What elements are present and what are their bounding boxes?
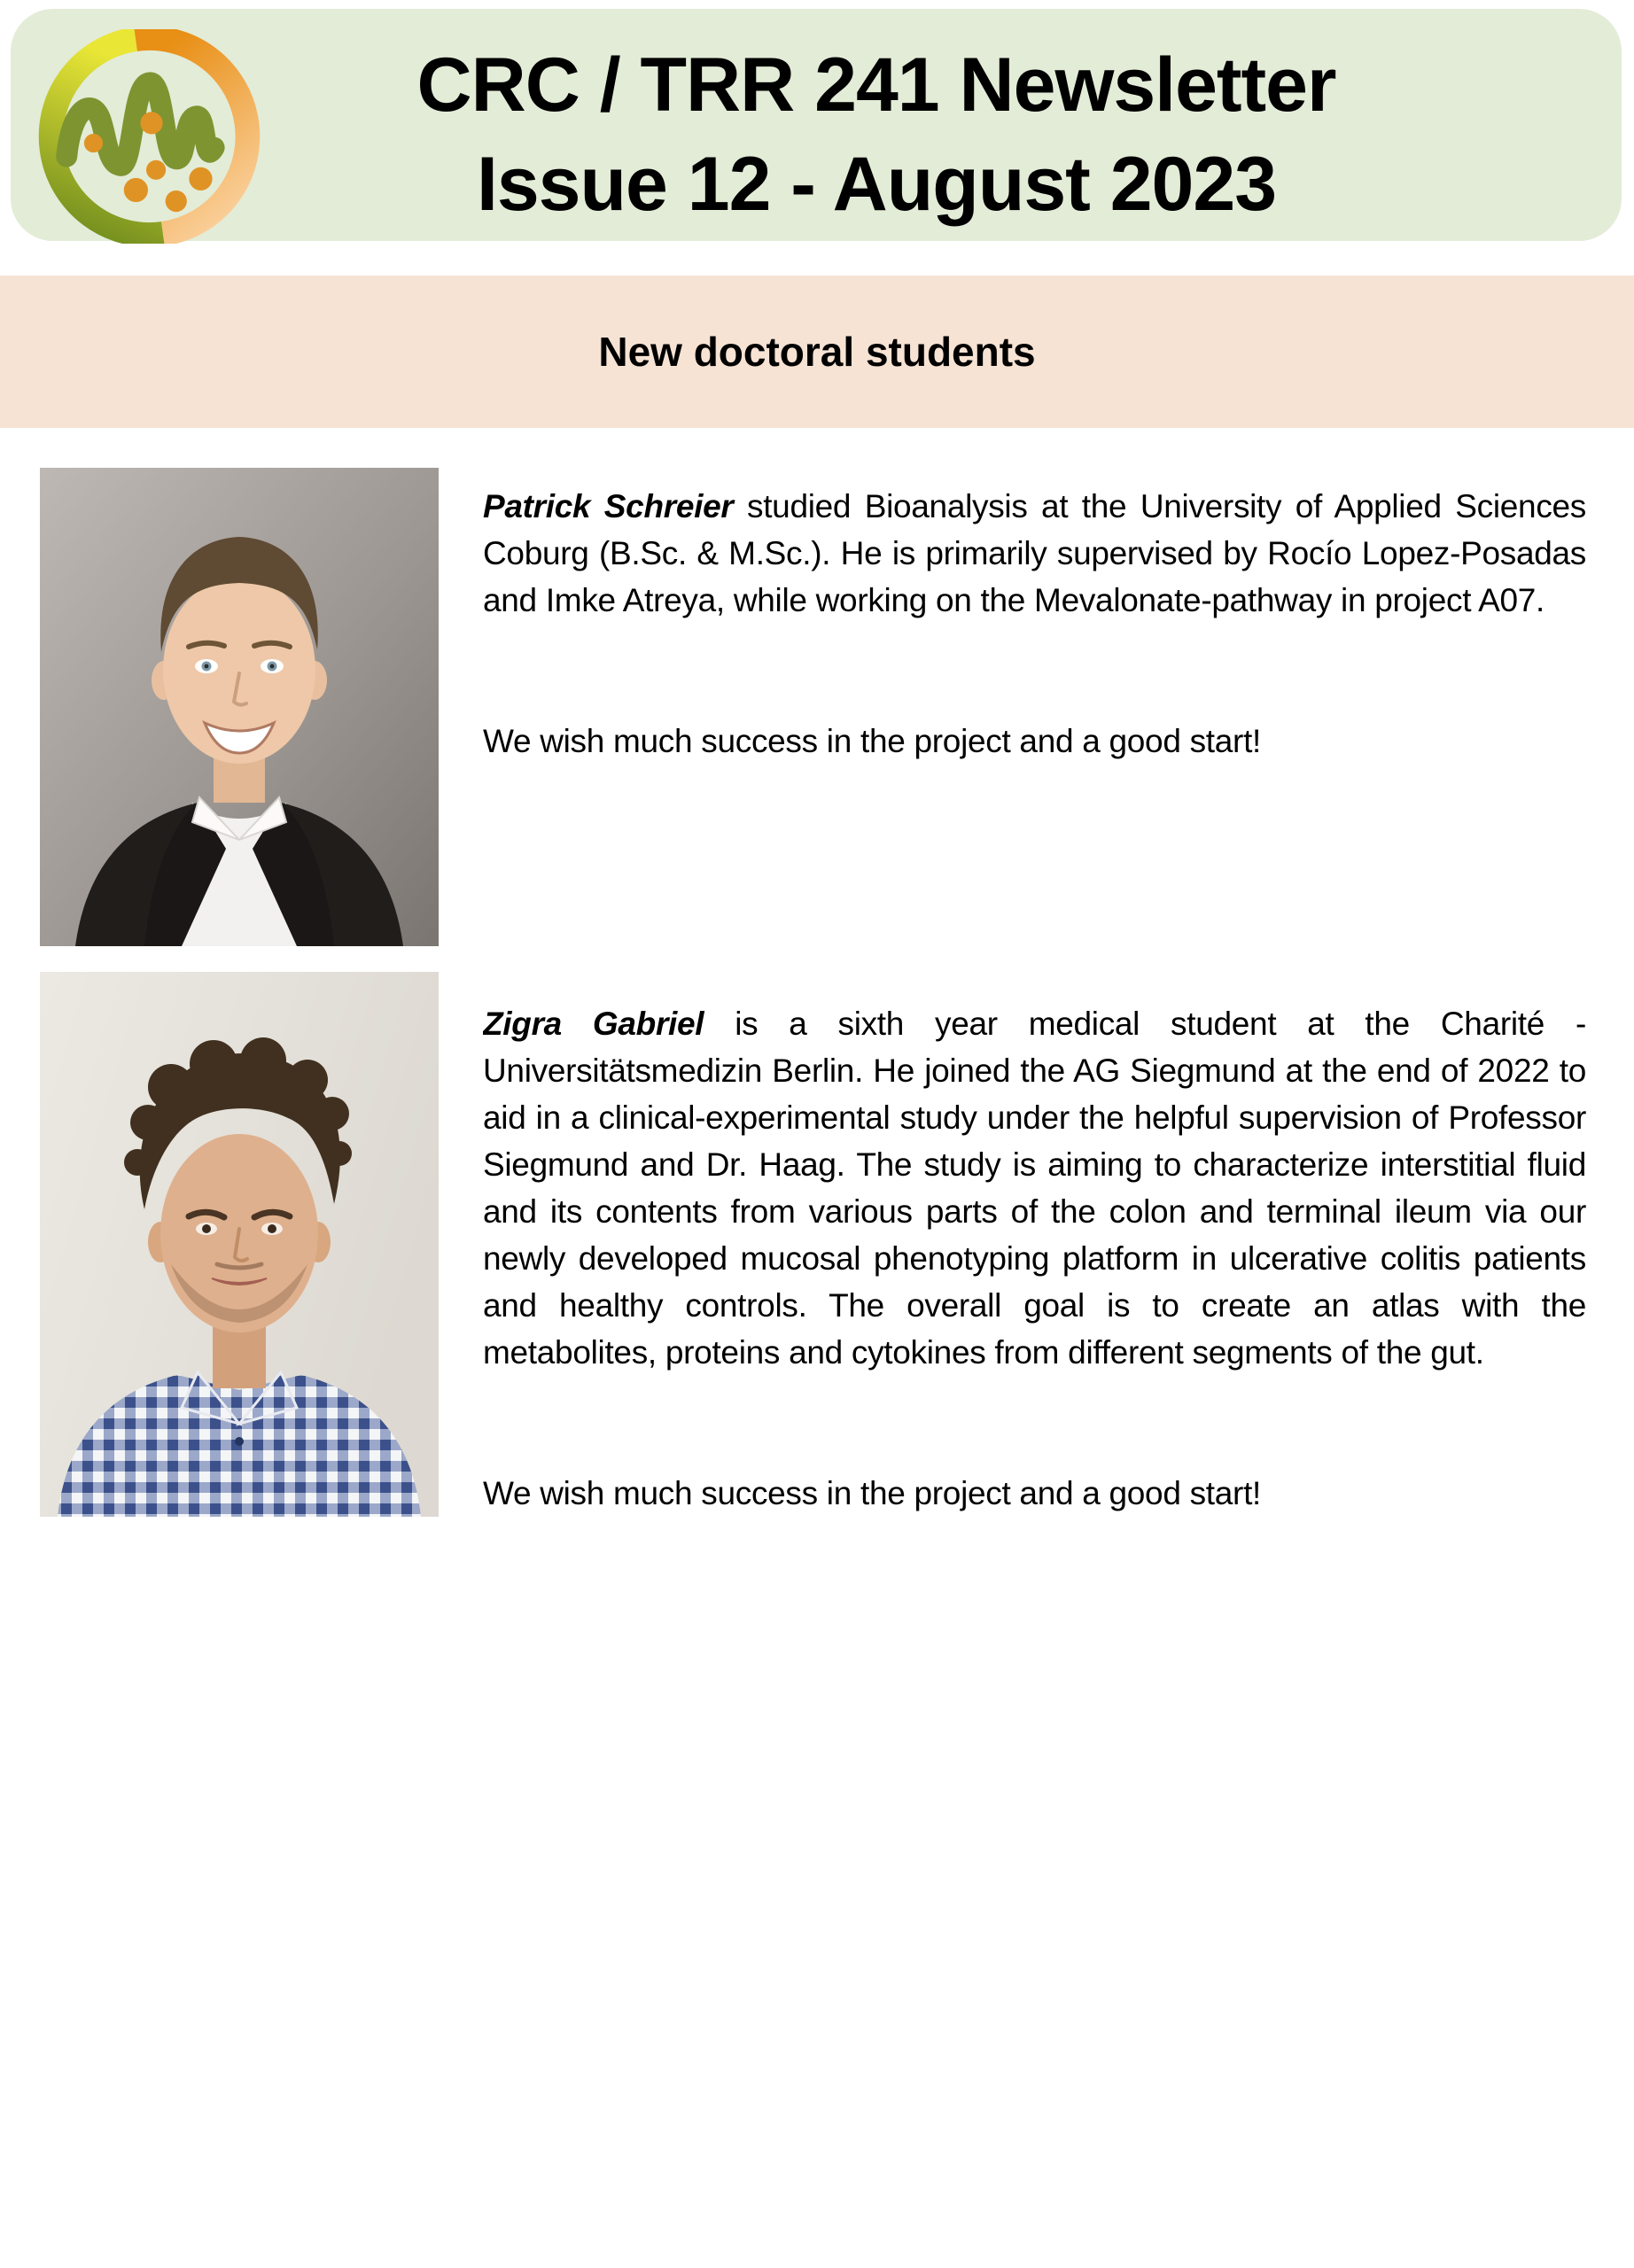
student-name: Zigra Gabriel bbox=[483, 1006, 704, 1042]
student-bio: studied Bioanalysis at the University of Applied Sciences Coburg (B.Sc. & M.Sc.). He is primarily supervised by Rocío Lopez-Posadas and Imke Atreya, while working on the Mevalonate-pathway in project A07. bbox=[483, 488, 1586, 618]
wish-line: We wish much success in the project and a good start! bbox=[483, 1475, 1262, 1511]
bio-patrick-schreier bbox=[483, 483, 1586, 765]
newsletter-title bbox=[144, 35, 1609, 234]
bio-text bbox=[483, 1000, 1586, 1423]
wish-line: We wish much success in the project and a good start! bbox=[483, 723, 1262, 759]
student-name: Patrick Schreier bbox=[483, 488, 734, 524]
bio-text bbox=[483, 483, 1586, 671]
photo-zigra-gabriel bbox=[40, 972, 439, 1517]
newsletter-title-line2: Issue 12 - August 2023 bbox=[476, 142, 1277, 227]
photo-patrick-schreier bbox=[40, 468, 439, 946]
student-bio: is a sixth year medical student at the Charité - Universitätsmedizin Berlin. He joined the AG Siegmund at the end of 2022 to aid in a clinical-experimental study under the helpful supervision of Professor Siegmund and Dr. Haag. The study is aiming to characterize interstitial fluid and its contents from various parts of the colon and terminal ileum via our newly developed mucosal phenotyping platform in ulcerative colitis patients and healthy controls. The overall goal is to create an atlas with the metabolites, proteins and cytokines from different segments of the gut. bbox=[483, 1006, 1586, 1371]
newsletter-title-line1: CRC / TRR 241 Newsletter bbox=[416, 43, 1336, 128]
section-heading: New doctoral students bbox=[598, 329, 1036, 375]
section-heading-band bbox=[0, 276, 1634, 428]
header-banner bbox=[11, 9, 1622, 241]
bio-zigra-gabriel bbox=[483, 1000, 1586, 1517]
